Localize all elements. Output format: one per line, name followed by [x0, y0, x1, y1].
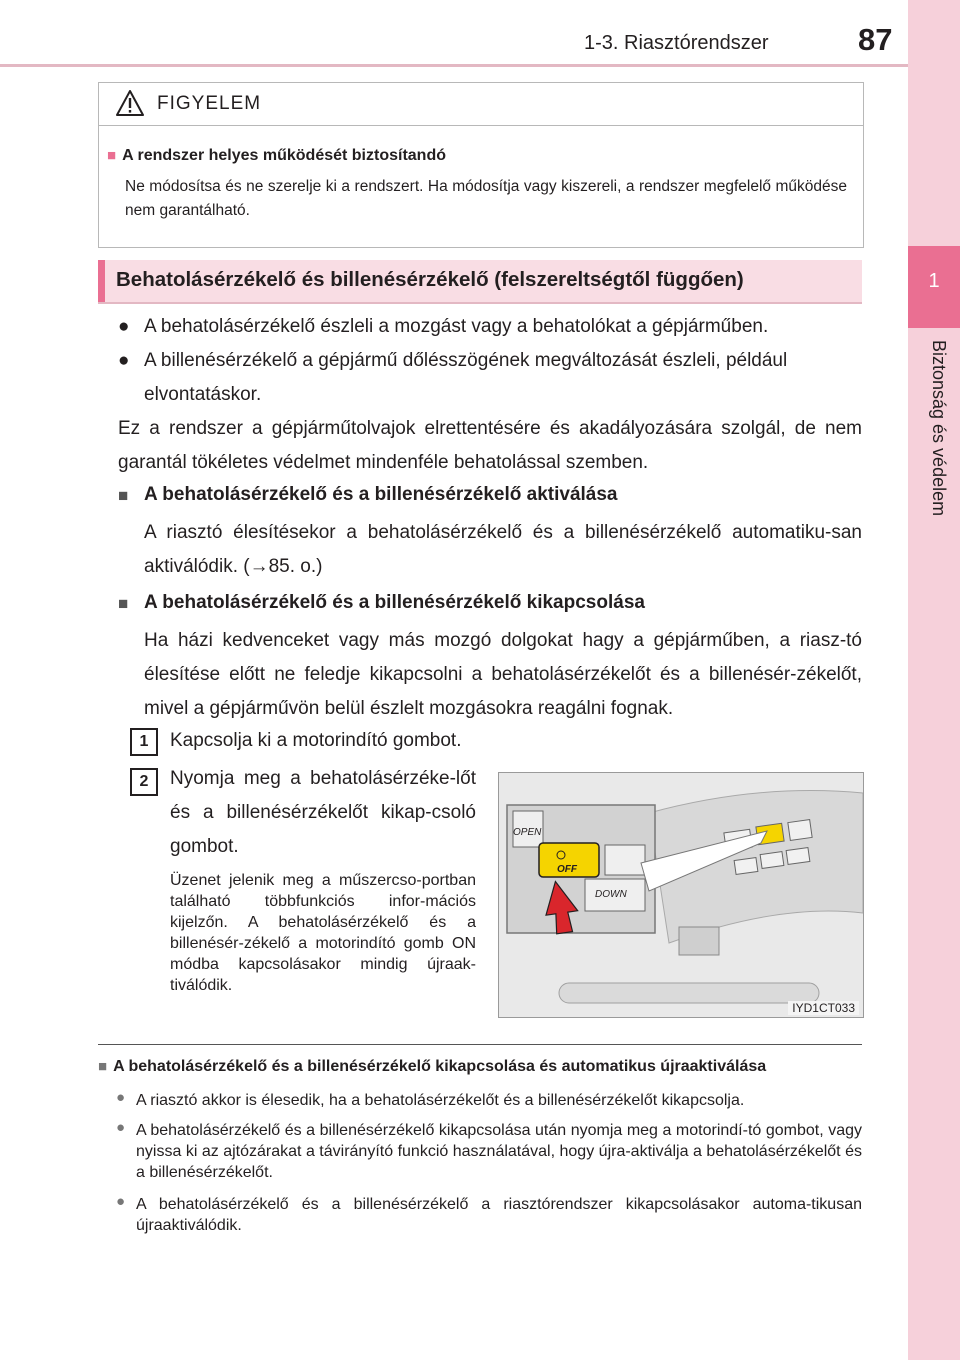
- bullet-icon: ●: [116, 1089, 126, 1106]
- svg-text:OFF: OFF: [557, 864, 577, 875]
- overhead-console-illustration: [498, 772, 864, 1018]
- bullet-icon: ●: [116, 1119, 126, 1136]
- svg-text:DOWN: DOWN: [595, 889, 627, 900]
- notes-heading: ■ A behatolásérzékelő és a billenésérzékelő kikapcsolása és automatikus újraaktiválása: [98, 1058, 767, 1075]
- section-title: Behatolásérzékelő és billenésérzékelő (felszereltségtől függően): [116, 268, 744, 291]
- header-rule: [0, 64, 908, 67]
- square-bullet-icon: ■: [118, 486, 129, 505]
- overhead-console-drawing: [499, 773, 863, 1017]
- step-number-badge: 2: [130, 768, 158, 796]
- bullet-text: A billenésérzékelő a gépjármű dőlésszögének megváltozását észleli, például elvontatáskor.: [144, 350, 788, 405]
- warning-text: Ne módosítsa és ne szerelje ki a rendszert. Ha módosítja vagy kiszereli, a rendszer megfelelő működése nem garantálható.: [125, 178, 847, 219]
- chapter-number: 1: [928, 270, 940, 292]
- activation-text: A riasztó élesítésekor a behatolásérzékelő és a billenésérzékelő automatiku-san aktiválódik. (→85. o.): [144, 522, 862, 577]
- header-title: 1-3. Riasztórendszer: [584, 32, 769, 54]
- activation-heading: A behatolásérzékelő és a billenésérzékelő aktiválása: [144, 484, 618, 505]
- chapter-side-tab: [908, 0, 960, 1360]
- chapter-label: Biztonság és védelem: [929, 340, 949, 517]
- bullet-icon: ●: [118, 350, 130, 371]
- deactivation-text: Ha házi kedvenceket vagy más mozgó dolgokat hagy a gépjárműben, a riasz-tó élesítése előtt ne feledje kikapcsolni a behatolásérzékelőt és a billenésér-zékelőt, mivel a gépjárművön belül észlelt mozgásokra reagálni fognak.: [144, 630, 862, 719]
- warning-header: [99, 83, 863, 126]
- square-bullet-icon: ■: [98, 1058, 108, 1075]
- note-item: A riasztó akkor is élesedik, ha a behatolásérzékelőt és a billenésérzékelőt kikapcsolja.: [136, 1092, 745, 1109]
- note-item: A behatolásérzékelő és a billenésérzékelő kikapcsolása után nyomja meg a motorindí-tó gombot, vagy nyissa ki az ajtózárakat a távirányító funkció használatával, hogy újra-aktiválja a behatolásérzékelőt és a billenésérzékelőt.: [136, 1122, 862, 1181]
- chapter-number-box: [908, 246, 960, 328]
- step-number-badge: 1: [130, 728, 158, 756]
- note-item: A behatolásérzékelő és a billenésérzékelő a riasztórendszer kikapcsolásakor automa-tikusan újraaktiválódik.: [136, 1196, 862, 1234]
- bullet-text: A behatolásérzékelő észleli a mozgást vagy a behatolókat a gépjárműben.: [144, 316, 769, 337]
- bullet-icon: ●: [118, 316, 130, 337]
- deactivation-heading: A behatolásérzékelő és a billenésérzékelő kikapcsolása: [144, 592, 645, 613]
- illustration-code: IYD1CT033: [788, 1001, 859, 1015]
- intro-paragraph: Ez a rendszer a gépjárműtolvajok elrettentésére és akadályozására szolgál, de nem garantál tökéletes védelmet mindenféle behatolással szemben.: [118, 418, 862, 473]
- step-text: Nyomja meg a behatolásérzéke-lőt és a billenésérzékelőt kikap-csoló gombot.: [170, 768, 476, 857]
- warning-box: [98, 82, 864, 248]
- warning-triangle-icon: [115, 89, 145, 117]
- warning-title: FIGYELEM: [157, 93, 262, 114]
- section-title-bar: [98, 260, 862, 304]
- step-note: Üzenet jelenik meg a műszercso-portban található többfunkciós infor-mációs kijelzőn. A behatolásérzékelő és a billenésér-zékelő a motorindító gomb ON módba kapcsolásakor mindig újraak-tiválódik.: [170, 872, 476, 994]
- page-number: 87: [858, 22, 893, 57]
- square-bullet-icon: ■: [107, 147, 117, 164]
- square-bullet-icon: ■: [118, 594, 129, 613]
- bullet-icon: ●: [116, 1193, 126, 1210]
- warning-subheading: ■ A rendszer helyes működését biztosítandó: [107, 147, 446, 164]
- svg-text:OPEN: OPEN: [513, 827, 542, 838]
- section-divider: [98, 1044, 862, 1045]
- step-text: Kapcsolja ki a motorindító gombot.: [170, 730, 462, 751]
